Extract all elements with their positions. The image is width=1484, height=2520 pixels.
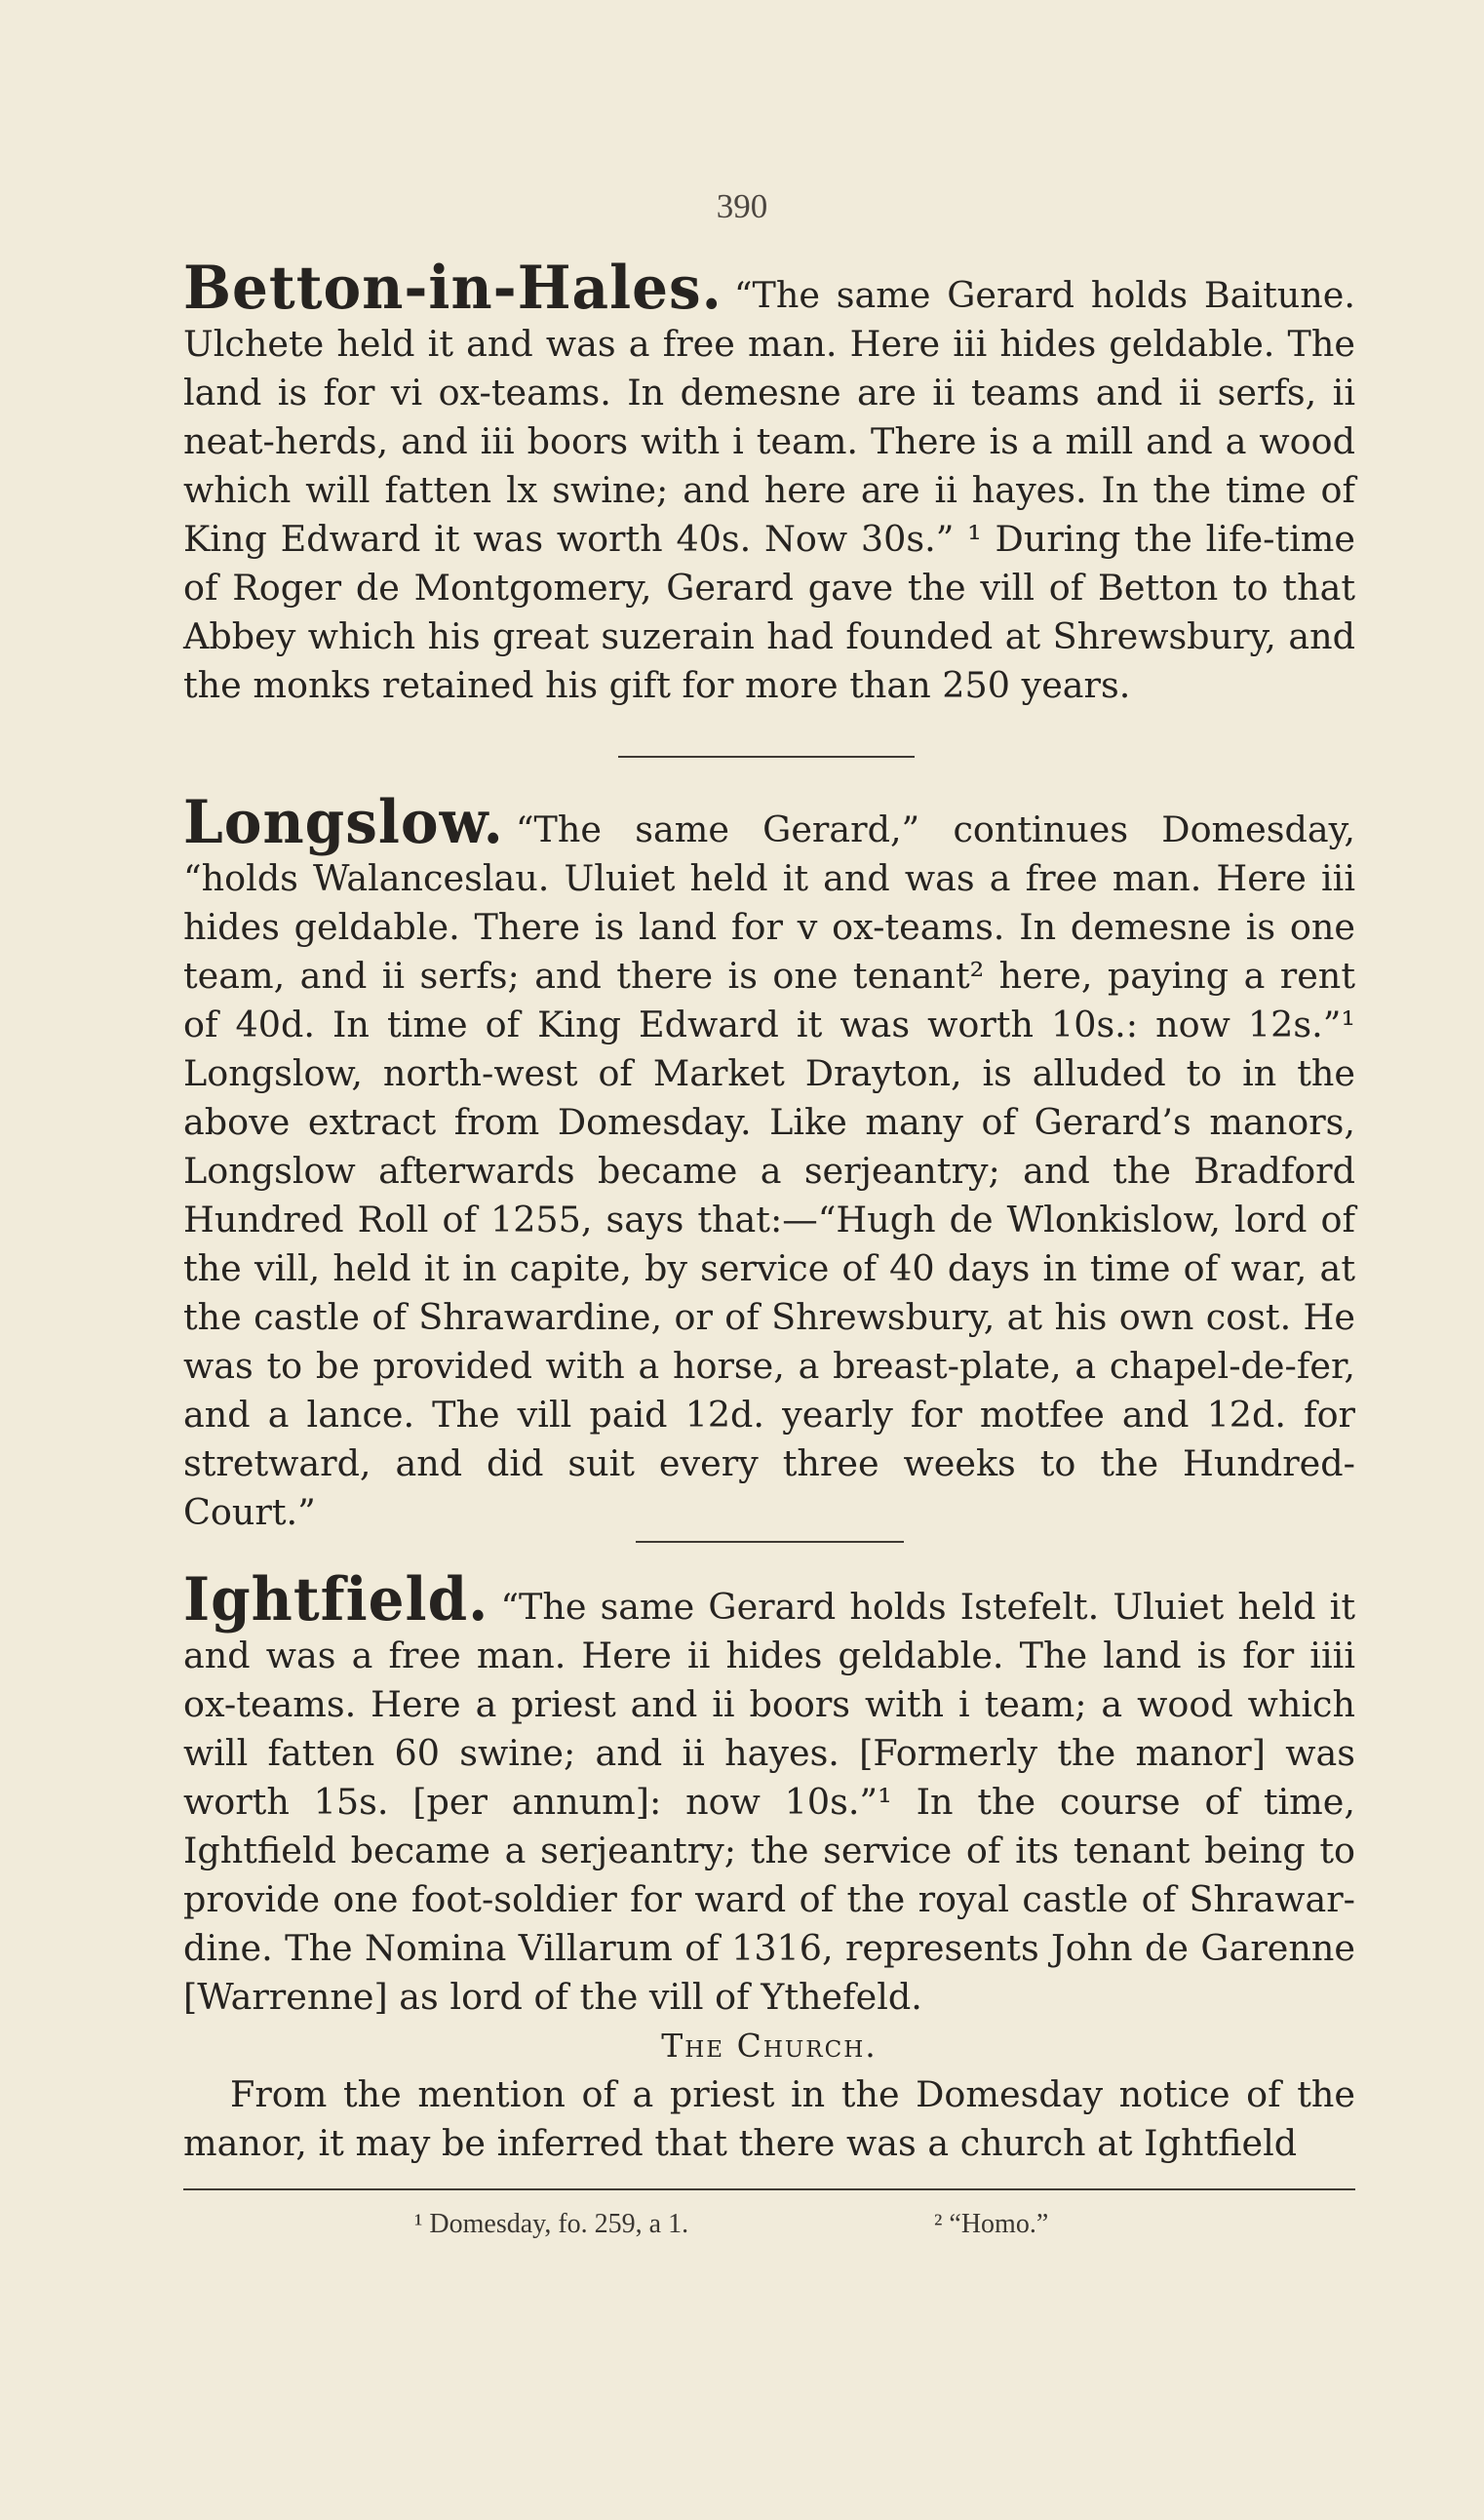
page-number: 390	[716, 187, 768, 225]
section-heading: Ightfield.	[183, 1564, 489, 1634]
section-paragraph	[183, 787, 1355, 1537]
section-heading: Betton-in-Hales.	[183, 253, 722, 323]
section-divider	[618, 756, 915, 758]
section-longslow	[183, 787, 1355, 1537]
footnote-rule	[183, 2188, 1355, 2190]
section-paragraph	[183, 253, 1355, 710]
section-betton	[183, 253, 1355, 710]
section-heading: Longslow.	[183, 787, 504, 857]
church-text: From the mention of a priest in the Domesday notice of the manor, it may be inferred that there was a church at Ightfield	[183, 2073, 1355, 2164]
section-divider	[636, 1541, 904, 1543]
section-paragraph	[183, 1564, 1355, 2022]
section-text: “The same Gerard,” continues Domesday, “holds Walanceslau. Uluiet held it and was a free man. Here iii hides geldable. There is land for v ox-teams. In demesne is one team, and ii serfs; and there is one tenant² here, paying a rent of 40d. In time of King Edward it was worth 10s.: now 12s.”¹ Longslow, north-west of Market Drayton, is alluded to in the above extract from Domesday. Like many of Gerard’s manors, Longslow afterwards became a serjeantry; and the Bradford Hundred Roll of 1255, says that:—“Hugh de Wlonkislow, lord of the vill, held it in capite, by service of 40 days in time of war, at the castle of Shrawardine, or of Shrewsbury, at his own cost. He was to be provided with a horse, a breast-plate, a chapel-de-fer, and a lance. The vill paid 12d. yearly for motfee and 12d. for stretward, and did suit every three weeks to the Hundred-Court.”	[183, 808, 1355, 1533]
church-title: The Church.	[661, 2027, 878, 2065]
section-ightfield	[183, 1564, 1355, 2168]
section-text: “The same Gerard holds Istefelt. Uluiet held it and was a free man. Here ii hides geldable. The land is for iiii ox-teams. Here a priest and ii boors with i team; a wood which will fatten 60 swine; and ii hayes. [Formerly the manor] was worth 15s. [per annum]: now 10s.”¹ In the course of time, Ightfield became a serjeantry; the service of its tenant being to provide one foot-soldier for ward of the royal castle of Shrawar-dine. The Nomina Villarum of 1316, represents John de Garenne [Warrenne] as lord of the vill of Ythefeld.	[183, 1586, 1355, 2018]
section-text: “The same Gerard holds Baitune. Ulchete held it and was a free man. Here iii hides geldable. The land is for vi ox-teams. In demesne are ii teams and ii serfs, ii neat-herds, and iii boors with i team. There is a mill and a wood which will fatten lx swine; and here are ii hayes. In the time of King Edward it was worth 40s. Now 30s.” ¹ During the life-time of Roger de Montgomery, Gerard gave the vill of Betton to that Abbey which his great suzerain had founded at Shrewsbury, and the monks retained his gift for more than 250 years.	[183, 274, 1355, 706]
footnote-1: ¹ Domesday, fo. 259, a 1.	[414, 2209, 689, 2239]
footnote-2: ² “Homo.”	[934, 2209, 1049, 2239]
